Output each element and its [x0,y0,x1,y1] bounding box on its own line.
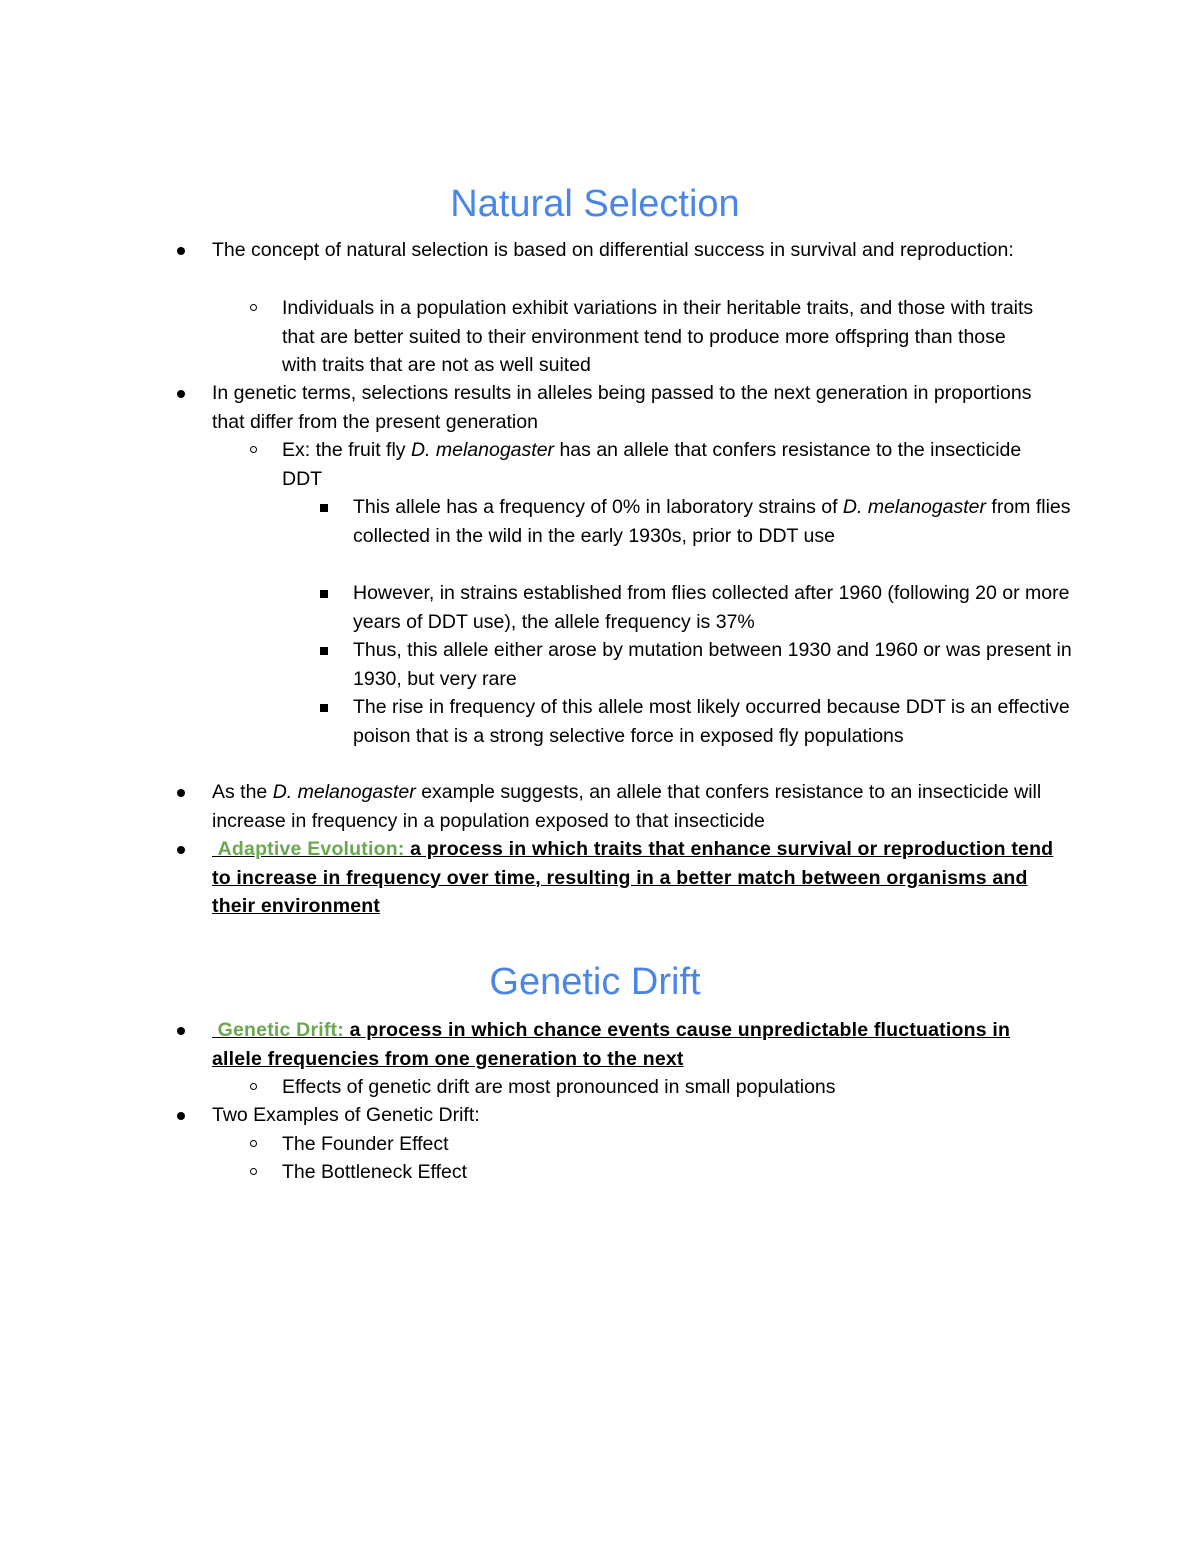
frequency-text-before: This allele has a frequency of 0% in laboratory strains of [353,496,843,518]
bullet-square-icon [320,590,328,598]
bullet-disc-icon [177,1112,185,1120]
definition-genetic-drift [212,1016,1062,1073]
list-item-rise-in-frequency: The rise in frequency of this allele most likely occurred because DDT is an effective poison that is a strong selective force in exposed fly populations [353,696,1070,747]
bullet-circle-icon [250,446,257,453]
suggests-text-after: example suggests, an allele that confers resistance to an insecticide will increase in frequency in a population exposed to that insecticide [212,781,1042,832]
bullet-square-icon [320,704,328,712]
list-item-genetic-terms: In genetic terms, selections results in alleles being passed to the next generation in proportions that differ from the present generation [212,382,1032,433]
definition-text: a process in which traits that enhance survival or reproduction tend to increase in frequency over time, resulting in a better match between organisms and their environment [212,838,1054,917]
bullet-disc-icon [177,247,185,255]
bullet-circle-icon [250,1140,257,1147]
example-text-before: Ex: the fruit fly [282,439,411,461]
bullet-disc-icon [177,390,185,398]
bullet-circle-icon [250,304,257,311]
list-item-frequency-1960: However, in strains established from flies collected after 1960 (following 20 or more years of DDT use), the allele frequency is 37% [353,582,1070,633]
bullet-disc-icon [177,789,185,797]
section-title-genetic-drift: Genetic Drift [489,961,701,1003]
term-genetic-drift: Genetic Drift: [217,1019,344,1041]
species-name: D. melanogaster [272,781,416,803]
list-item-fruit-fly-example [282,436,1042,493]
definition-text: a process in which chance events cause unpredictable fluctuations in allele frequencies from one generation to the next [212,1019,1011,1070]
bullet-square-icon [320,647,328,655]
term-adaptive-evolution: Adaptive Evolution: [217,838,405,860]
example-text-after: has an allele that confers resistance to the insecticide DDT [282,439,1022,490]
bullet-circle-icon [250,1083,257,1090]
list-item-concept-intro: The concept of natural selection is based on differential success in survival and reproduction: [212,239,1014,261]
list-item-variation: Individuals in a population exhibit variations in their heritable traits, and those with traits that are better suited to their environment tend to produce more offspring than those with traits that are not as well suited [282,297,1034,376]
list-item-small-populations: Effects of genetic drift are most pronounced in small populations [282,1076,836,1098]
suggests-text-before: As the [212,781,273,803]
list-item-founder-effect: The Founder Effect [282,1133,449,1155]
frequency-text-after: from flies collected in the wild in the early 1930s, prior to DDT use [353,496,1071,547]
bullet-circle-icon [250,1168,257,1175]
list-item-example-suggests [212,778,1062,835]
definition-adaptive-evolution [212,835,1062,921]
list-item-two-examples: Two Examples of Genetic Drift: [212,1104,480,1126]
list-item-bottleneck-effect: The Bottleneck Effect [282,1161,467,1183]
species-name: D. melanogaster [842,496,986,518]
section-title-natural-selection: Natural Selection [450,183,740,225]
species-name: D. melanogaster [410,439,555,461]
bullet-disc-icon [177,846,185,854]
list-item-frequency-1930 [353,493,1073,550]
bullet-disc-icon [177,1027,185,1035]
bullet-square-icon [320,504,328,512]
list-item-mutation: Thus, this allele either arose by mutation between 1930 and 1960 or was present in 1930, but very rare [353,639,1072,690]
